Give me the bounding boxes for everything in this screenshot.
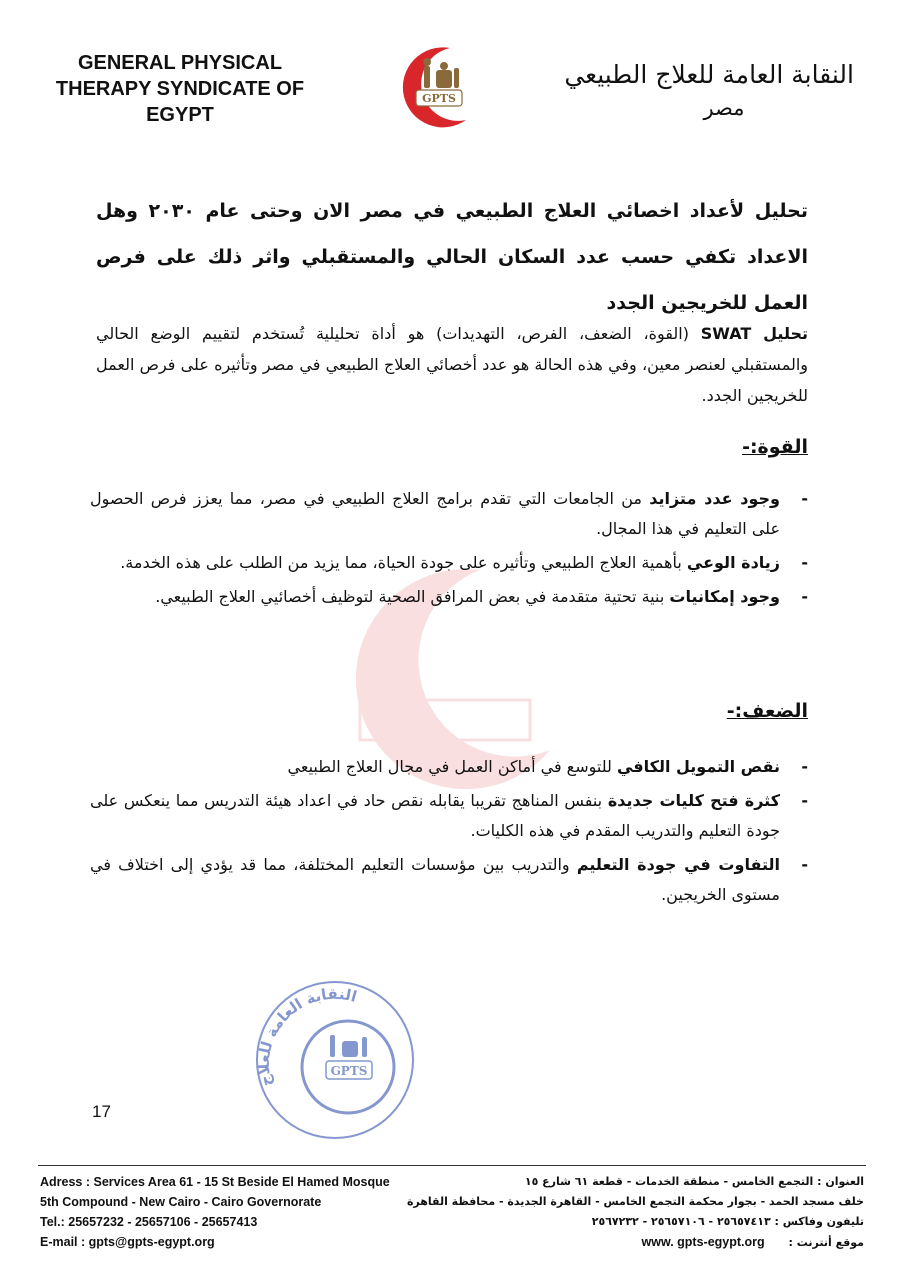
list-item-text: من الجامعات التي تقدم برامج العلاج الطبيعي في مصر، مما يعزز فرص الحصول على التعليم في هذا المجال.	[90, 489, 780, 538]
bullet-dash: -	[801, 757, 808, 776]
footer-arabic	[406, 1172, 864, 1253]
list-item	[90, 850, 808, 910]
strengths-heading: القوة:-	[742, 436, 808, 458]
intro-text: (القوة، الضعف، الفرص، التهديدات) هو أداة تحليلية تُستخدم لتقييم الوضع الحالي والمستقبلي لعنصر معين، وفي هذه الحالة هو عدد أخصائي العلاج الطبيعي في مصر وتأثيره على فرص العمل للخريجين الجدد.	[96, 324, 808, 405]
list-item	[90, 548, 808, 578]
logo-text: GPTS	[422, 92, 456, 105]
footer-ar-address-line1: العنوان : التجمع الخامس - منطقة الخدمات - قطعة ٦١ شارع ١٥	[524, 1175, 864, 1188]
strengths-list	[90, 484, 808, 616]
official-stamp	[250, 975, 420, 1145]
arabic-country-name: مصر	[703, 96, 745, 120]
footer-ar-website[interactable]: www. gpts-egypt.org	[641, 1235, 765, 1249]
stamp-arc-text: النقابة العامة للعلاج	[254, 984, 359, 1089]
intro-swat: SWAT	[700, 324, 752, 343]
list-item-bold: زيادة الوعي	[686, 553, 780, 572]
list-item-text: بنفس المناهج تقريبا يقابله نقص حاد في اعداد هيئة التدريس مما ينعكس على جودة التعليم والتدريب المقدم في هذه الكليات.	[90, 791, 780, 840]
list-item-text: والتدريب بين مؤسسات التعليم المختلفة، مما قد يؤدي إلى اختلاف في مستوى الخريجين.	[90, 855, 780, 904]
list-item-bold: نقص التمويل الكافي	[616, 757, 780, 776]
list-item-bold: وجود عدد متزايد	[649, 489, 780, 508]
list-item-text: للتوسع في أماكن العمل في مجال العلاج الطبيعي	[287, 757, 612, 776]
list-item-bold: كثرة فتح كليات جديدة	[607, 791, 781, 810]
arabic-org-name: النقابة العامة للعلاج الطبيعي	[564, 60, 854, 89]
page-number: 17	[92, 1102, 111, 1121]
list-item	[90, 484, 808, 544]
intro-paragraph	[96, 318, 808, 411]
list-item	[90, 786, 808, 846]
document-title: تحليل لأعداد اخصائي العلاج الطبيعي في مصر الان وحتى عام ٢٠٣٠ وهل الاعداد تكفي حسب عدد السكان الحالي والمستقبلي واثر ذلك على فرص العمل للخريجين الجدد	[96, 200, 808, 314]
footer-en-address-line2: 5th Compound - New Cairo - Cairo Governorate	[40, 1195, 322, 1209]
bullet-dash: -	[801, 587, 808, 606]
list-item	[90, 752, 808, 782]
english-org-name	[30, 50, 330, 128]
footer-ar-website-label: موقع أنترنت :	[788, 1236, 864, 1249]
footer-english	[40, 1172, 470, 1252]
footer-en-phone: Tel.: 25657232 - 25657106 - 25657413	[40, 1215, 258, 1229]
gpts-logo	[388, 40, 484, 136]
bullet-dash: -	[801, 791, 808, 810]
list-item-bold: وجود إمكانيات	[669, 587, 780, 606]
bullet-dash: -	[801, 553, 808, 572]
english-org-name-line1: GENERAL PHYSICAL	[77, 52, 283, 74]
bullet-dash: -	[801, 855, 808, 874]
footer-ar-phone: تليفون وفاكس : ٢٥٦٥٧٤١٣ - ٢٥٦٥٧١٠٦ - ٢٥٦٧٢٣٢	[591, 1215, 864, 1228]
weaknesses-heading: الضعف:-	[726, 700, 808, 722]
weaknesses-list	[90, 752, 808, 914]
footer-divider	[38, 1165, 866, 1166]
footer-en-email[interactable]: E-mail : gpts@gpts-egypt.org	[40, 1235, 215, 1249]
english-org-name-line2: THERAPY SYNDICATE OF	[55, 78, 305, 100]
list-item-text: بنية تحتية متقدمة في بعض المرافق الصحية لتوظيف أخصائيي العلاج الطبيعي.	[155, 587, 665, 606]
footer-ar-address-line2: خلف مسجد الحمد - بجوار محكمة التجمع الخامس - القاهرة الجديدة - محافظة القاهرة	[406, 1195, 864, 1208]
list-item-text: بأهمية العلاج الطبيعي وتأثيره على جودة الحياة، مما يزيد من الطلب على هذه الخدمة.	[120, 553, 682, 572]
bullet-dash: -	[801, 489, 808, 508]
english-org-name-line3: EGYPT	[146, 104, 214, 126]
stamp-center-text: GPTS	[330, 1064, 368, 1078]
list-item	[90, 582, 808, 612]
intro-bold-start: تحليل	[763, 324, 809, 343]
footer-en-address-line1: Adress : Services Area 61 - 15 St Beside El Hamed Mosque	[40, 1175, 390, 1189]
footer-ar-website-row	[434, 1232, 864, 1253]
list-item-bold: التفاوت في جودة التعليم	[576, 855, 780, 874]
